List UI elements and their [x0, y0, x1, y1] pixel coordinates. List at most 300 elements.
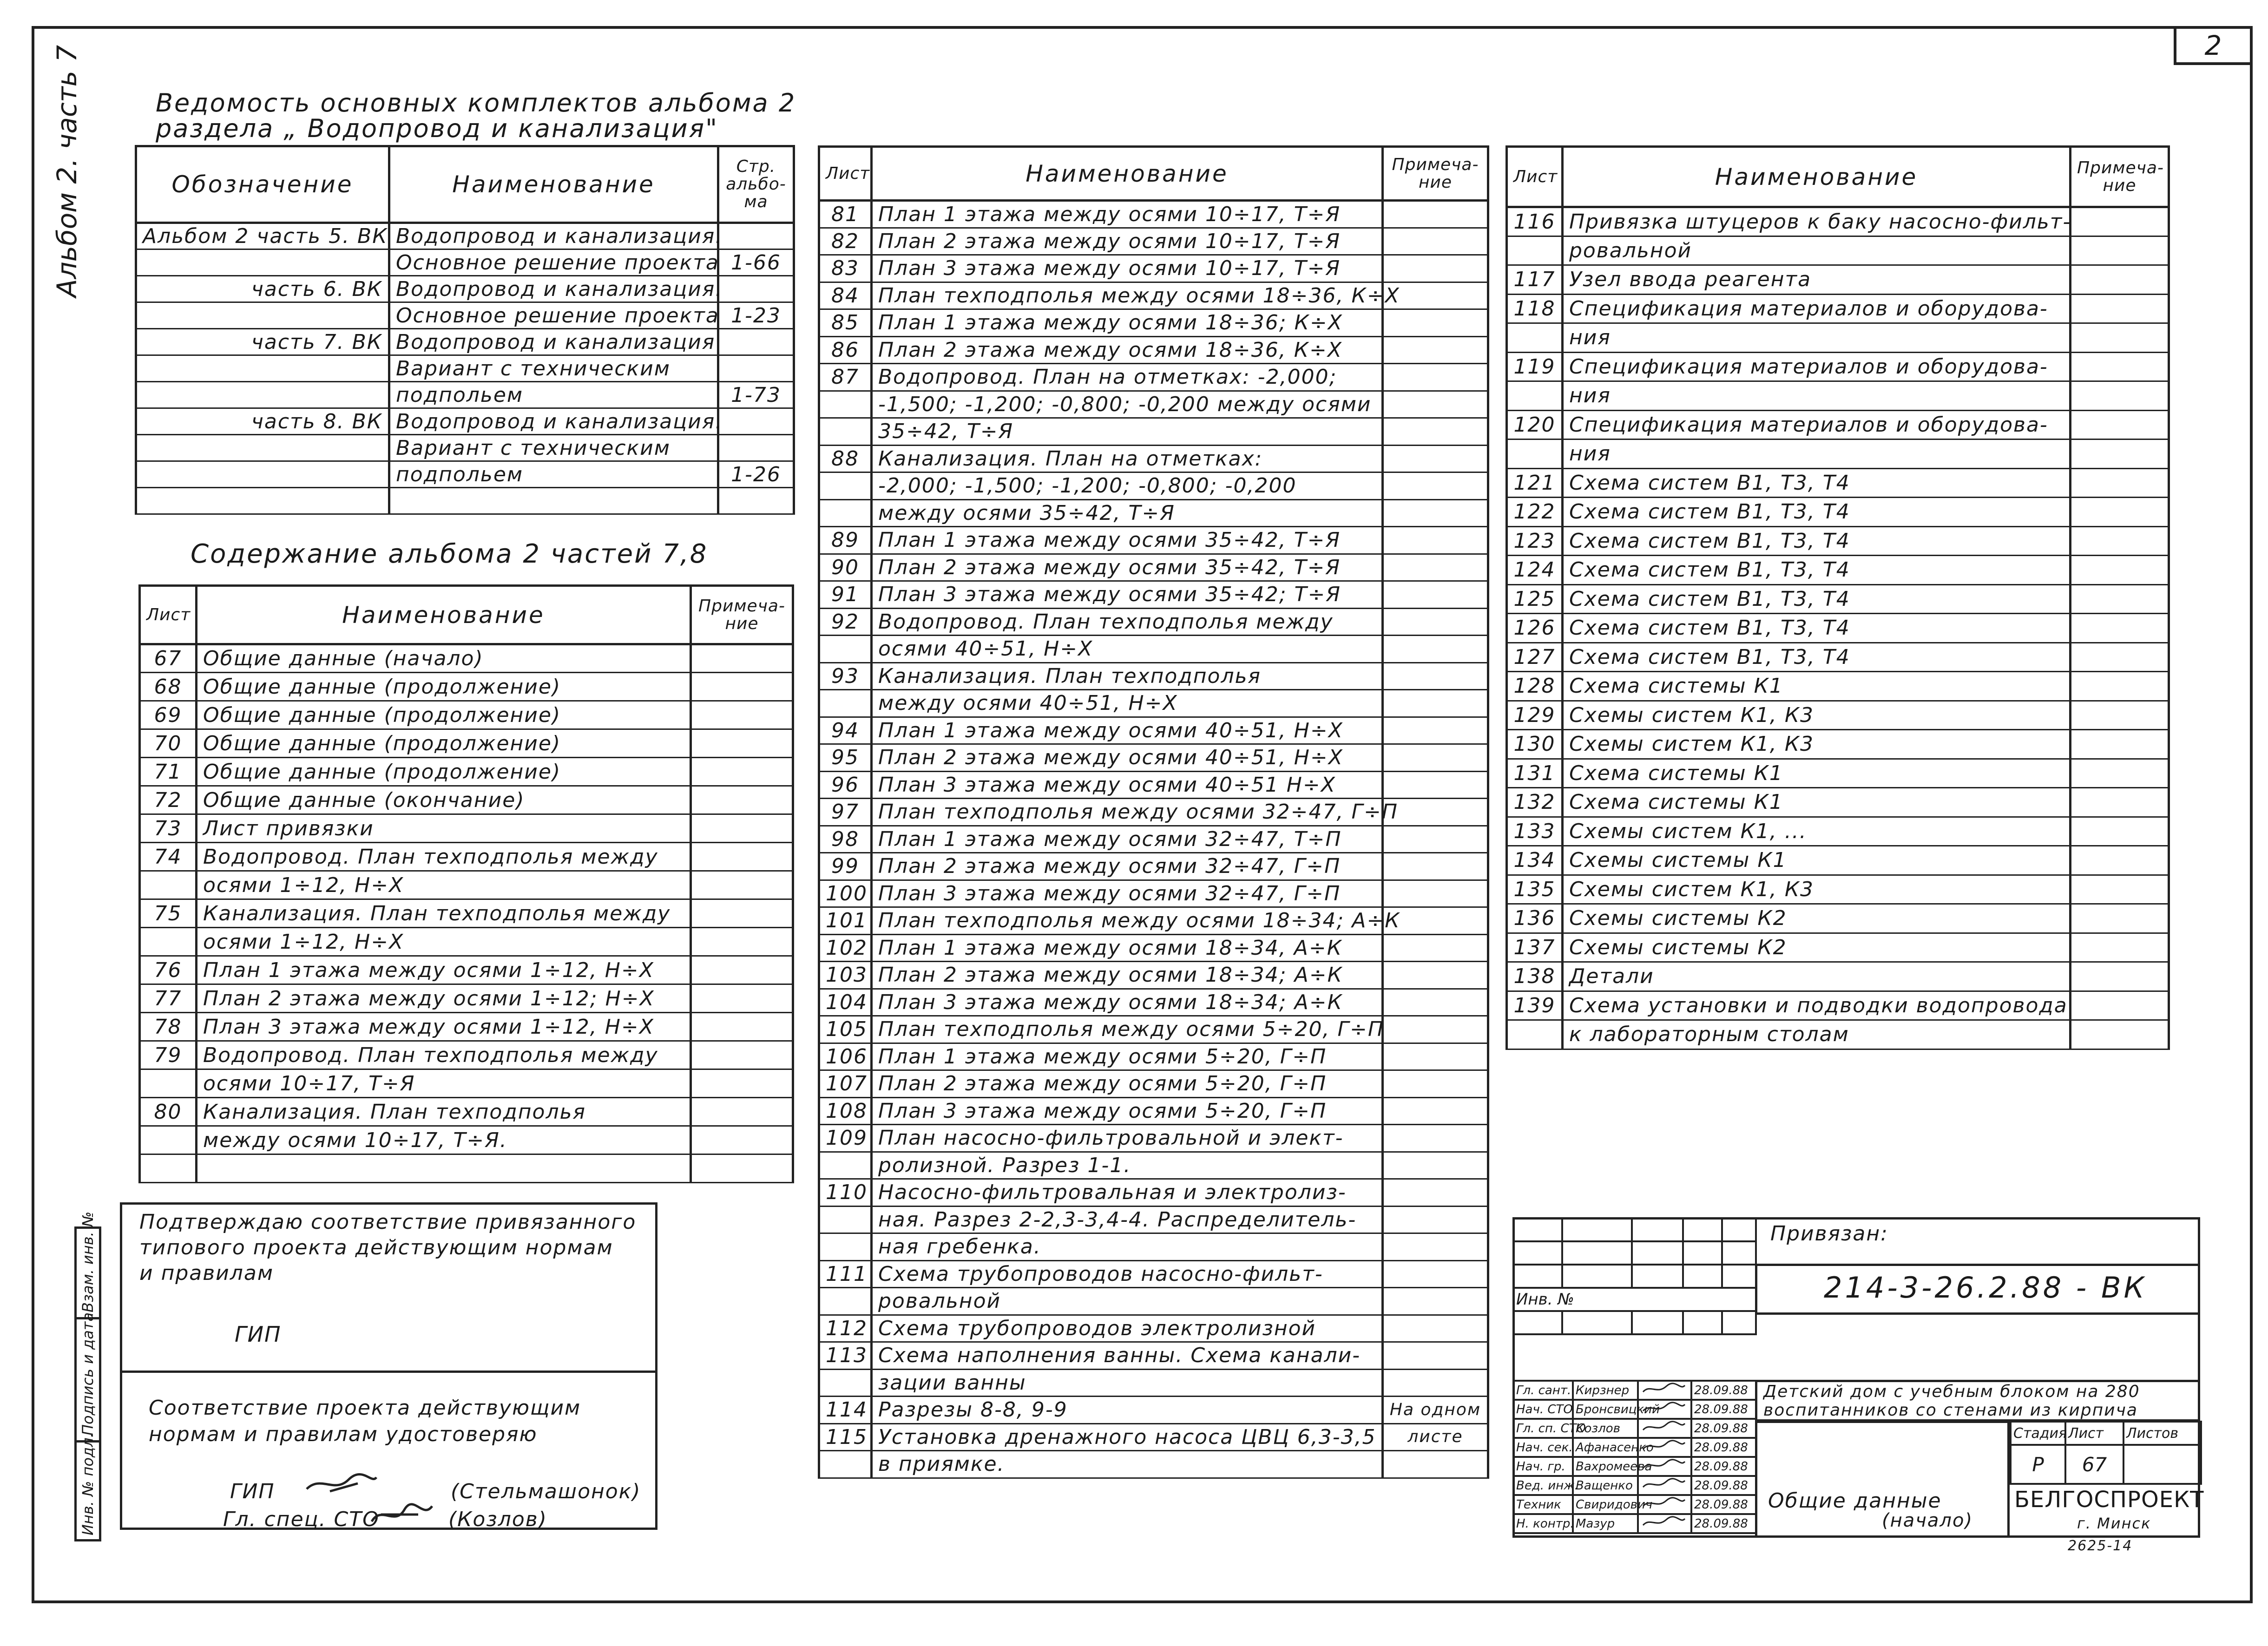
contents_2-row	[819, 391, 1488, 418]
sheet-name: План 3 этажа между осями 1÷12, Н÷Х	[197, 1013, 691, 1041]
sheet-number: 108	[819, 1097, 872, 1125]
sets-table	[135, 145, 795, 515]
sets-title-line1: Ведомость основных комплектов альбома 2	[156, 88, 796, 118]
sheet-name: Канализация. План техподполья	[872, 662, 1383, 690]
sheet-name: Схема наполнения ванны. Схема канали-	[872, 1342, 1383, 1370]
sheet-number: 105	[819, 1016, 872, 1043]
set-designation	[136, 302, 389, 329]
cert-gip: ГИП	[235, 1322, 282, 1347]
sheet-number: 114	[819, 1397, 872, 1424]
contents_2-row	[819, 282, 1488, 309]
sheet-number	[819, 1233, 872, 1261]
sheet-number: 75	[140, 899, 197, 928]
sheet-number: 130	[1507, 730, 1563, 759]
sheet-name: 35÷42, Т÷Я	[872, 418, 1383, 446]
inv-number: Инв. №	[1513, 1288, 1756, 1311]
sheet-name: Общие данные (продолжение)	[197, 758, 691, 786]
set-name: подпольем	[389, 461, 718, 488]
sheet-name: План техподполья между осями 32÷47, Г÷П	[872, 799, 1383, 826]
gip-signature	[302, 1470, 381, 1498]
contents_2-row	[819, 201, 1488, 228]
side-stamp-replace: Взам. инв. №	[79, 1211, 97, 1312]
sheet-number: 86	[819, 336, 872, 364]
contents_1-row	[140, 871, 793, 899]
contents_1-row	[140, 1013, 793, 1041]
sheet-number: 84	[819, 282, 872, 309]
sheet-name: зации ванны	[872, 1369, 1383, 1397]
sheet-number: 81	[819, 201, 872, 228]
sheet-note	[2071, 294, 2169, 323]
sheet-note	[2071, 904, 2169, 933]
sheet-note	[2071, 701, 2169, 730]
contents_3-row	[1507, 381, 2169, 411]
contents_1-row	[140, 673, 793, 701]
sheet-name: Узел ввода реагента	[1563, 265, 2071, 295]
contents_2-row	[819, 1043, 1488, 1070]
ct3-header-note: Примеча-ние	[2071, 147, 2169, 207]
sheet-number	[140, 928, 197, 956]
person-role: Гл. сп. СТО	[1513, 1419, 1573, 1438]
sheet-name: Схемы системы К2	[1563, 904, 2071, 933]
sheet-note	[691, 786, 793, 814]
sheet-name: План техподполья между осями 5÷20, Г÷П	[872, 1016, 1383, 1043]
signature-scribble	[1641, 1458, 1687, 1472]
set-designation: часть 7. ВК	[136, 329, 389, 355]
sheet-name: ровальной	[1563, 236, 2071, 265]
sheet-name: Разрезы 8-8, 9-9	[872, 1397, 1383, 1424]
sheet-note	[1383, 336, 1488, 364]
contents_2-row	[819, 962, 1488, 989]
contents_3-row	[1507, 788, 2169, 817]
sheet-note	[2071, 439, 2169, 469]
sheet-name: Лист привязки	[197, 814, 691, 843]
contents_3-row	[1507, 439, 2169, 469]
sheet-note	[2071, 846, 2169, 875]
sheet-note	[2071, 265, 2169, 295]
contents_2-row	[819, 1423, 1488, 1451]
sheet-name: Водопровод. План техподполья между	[872, 608, 1383, 636]
sheet-name: План техподполья между осями 18÷36, К÷Х	[872, 282, 1383, 309]
cert-chief-spec: Гл. спец. СТО	[223, 1508, 380, 1531]
contents_2-row	[819, 989, 1488, 1016]
person-date: 28.09.88	[1691, 1400, 1756, 1419]
set-designation	[136, 355, 389, 382]
sheet-name: План 3 этажа между осями 10÷17, Т÷Я	[872, 255, 1383, 282]
sheet-note	[2071, 643, 2169, 672]
ct3-header-name: Наименование	[1563, 147, 2071, 207]
signature-scribble	[1641, 1420, 1687, 1434]
person-name: Бронсвицкий	[1573, 1400, 1638, 1419]
sheet-note	[1383, 989, 1488, 1016]
sheet-note	[691, 928, 793, 956]
sheet-name: План 2 этажа между осями 18÷34; А÷К	[872, 962, 1383, 989]
sheet-name: План 2 этажа между осями 35÷42, Т÷Я	[872, 554, 1383, 581]
sheet-number: 73	[140, 814, 197, 843]
contents_1-row	[140, 984, 793, 1013]
set-designation	[136, 488, 389, 514]
sheet-number: 102	[819, 934, 872, 962]
contents_1-row	[140, 729, 793, 758]
signature-scribble	[1641, 1496, 1687, 1510]
contents_2-row	[819, 1016, 1488, 1043]
sheet-name: План 3 этажа между осями 5÷20, Г÷П	[872, 1097, 1383, 1125]
sheet-number: 97	[819, 799, 872, 826]
contents_2-row	[819, 1315, 1488, 1342]
ct2-header-sheet: Лист	[819, 147, 872, 201]
contents_1-row	[140, 644, 793, 673]
sheet-name: План 2 этажа между осями 5÷20, Г÷П	[872, 1070, 1383, 1098]
sheet-name: Схема систем В1, Т3, Т4	[1563, 643, 2071, 672]
sheet-note	[1383, 799, 1488, 826]
contents_2-row	[819, 662, 1488, 690]
sheet-name: План 2 этажа между осями 40÷51, Н÷Х	[872, 744, 1383, 772]
sheet-name: между осями 40÷51, Н÷Х	[872, 690, 1383, 717]
sheet-name: Привязка штуцеров к баку насосно-фильт-	[1563, 207, 2071, 236]
sheet-number: 118	[1507, 294, 1563, 323]
sheet-name: -1,500; -1,200; -0,800; -0,200 между осями	[872, 391, 1383, 418]
contents_3-row	[1507, 584, 2169, 614]
format-code: 2625-14	[2068, 1538, 2133, 1554]
signature-row	[1513, 1457, 1756, 1476]
sheet-note	[1383, 391, 1488, 418]
sheet-note	[1383, 364, 1488, 391]
contents_1-row	[140, 899, 793, 928]
person-role: Техник	[1513, 1495, 1573, 1514]
sheet-number: 110	[819, 1179, 872, 1207]
contents_3-row	[1507, 875, 2169, 904]
contents-table-3	[1505, 145, 2170, 1050]
set-designation: часть 6. ВК	[136, 276, 389, 302]
sheet-number	[1507, 381, 1563, 411]
sheet-name: Схемы систем К1, К3	[1563, 875, 2071, 904]
set-designation	[136, 435, 389, 461]
sheet-name: Схема систем В1, Т3, Т4	[1563, 584, 2071, 614]
contents_1-row	[140, 701, 793, 729]
sheet-number: 122	[1507, 498, 1563, 527]
contents_3-row	[1507, 265, 2169, 295]
person-date: 28.09.88	[1691, 1419, 1756, 1438]
sheet-name: Схема систем В1, Т3, Т4	[1563, 526, 2071, 556]
sheet-name: Детали	[1563, 962, 2071, 991]
sheet-note	[691, 814, 793, 843]
sheet-note	[1383, 1315, 1488, 1342]
set-pages	[718, 435, 794, 461]
contents_2-row	[819, 1125, 1488, 1152]
contents_2-row	[819, 717, 1488, 744]
sets-header-name: Наименование	[389, 146, 718, 223]
contents_2-row	[819, 1397, 1488, 1424]
sheet-note	[2071, 672, 2169, 701]
contents_2-row	[819, 608, 1488, 636]
sheet-name: Общие данные (начало)	[197, 644, 691, 673]
sheet-name: План 3 этажа между осями 35÷42; Т÷Я	[872, 581, 1383, 609]
person-date: 28.09.88	[1691, 1438, 1756, 1457]
sheet-note	[2071, 381, 2169, 411]
sheet-name: Схема систем В1, Т3, Т4	[1563, 498, 2071, 527]
person-date: 28.09.88	[1691, 1476, 1756, 1495]
sets-row	[136, 461, 794, 488]
sheet-note	[1383, 717, 1488, 744]
sheet-note	[2071, 526, 2169, 556]
sheet-note	[1383, 309, 1488, 337]
sheet-name: Схема системы К1	[1563, 672, 2071, 701]
set-name: Водопровод и канализация.	[389, 408, 718, 435]
sheet-number	[819, 472, 872, 500]
set-pages: 1-66	[718, 249, 794, 276]
sheet-name: Общие данные (продолжение)	[197, 673, 691, 701]
signatures-table	[1512, 1380, 1757, 1534]
sheet-number: 78	[140, 1013, 197, 1041]
sheet-number: 124	[1507, 556, 1563, 585]
sheet-name: ная. Разрез 2-2,3-3,4-4. Распределитель-	[872, 1206, 1383, 1233]
set-name: Водопровод и канализация	[389, 329, 718, 355]
sheet-note	[1383, 418, 1488, 446]
contents_2-row	[819, 364, 1488, 391]
sheet-note	[1383, 1288, 1488, 1315]
contents_3-row	[1507, 556, 2169, 585]
sheet-note	[1383, 1179, 1488, 1207]
sheet-note	[2071, 875, 2169, 904]
contents_2-row	[819, 554, 1488, 581]
sheet-note	[1383, 527, 1488, 554]
sheet-number: 121	[1507, 468, 1563, 498]
sheet-note	[1383, 1152, 1488, 1179]
sheet-number: 96	[819, 771, 872, 799]
person-date: 28.09.88	[1691, 1495, 1756, 1514]
sheet-name: Схема трубопроводов насосно-фильт-	[872, 1260, 1383, 1288]
sheet-number: 72	[140, 786, 197, 814]
org-name: БЕЛГОСПРОЕКТ	[2014, 1487, 2204, 1513]
sets-title-line2: раздела „ Водопровод и канализация"	[156, 114, 718, 143]
certification-divider	[120, 1371, 657, 1373]
sheet-number	[819, 1152, 872, 1179]
sheet-name: Схема систем В1, Т3, Т4	[1563, 468, 2071, 498]
sheet-name: План 1 этажа между осями 1÷12, Н÷Х	[197, 956, 691, 984]
cert-chief-spec-name: (Козлов)	[448, 1508, 547, 1531]
contents-table-1	[138, 584, 794, 1183]
sheet-number: 92	[819, 608, 872, 636]
contents_3-row	[1507, 614, 2169, 643]
sets-row	[136, 249, 794, 276]
sheet-note	[2071, 730, 2169, 759]
sheet-note	[691, 1098, 793, 1126]
signature-scribble	[1641, 1477, 1687, 1491]
sheet-number: 79	[140, 1041, 197, 1069]
sheet-number: 131	[1507, 759, 1563, 788]
contents_2-row	[819, 581, 1488, 609]
person-signature	[1638, 1514, 1691, 1533]
sheet-name: План 2 этажа между осями 10÷17, Т÷Я	[872, 228, 1383, 255]
contents_2-row	[819, 1206, 1488, 1233]
sheet-name: Насосно-фильтровальная и электролиз-	[872, 1179, 1383, 1207]
sheet-note	[1383, 228, 1488, 255]
sheet-name: Схемы систем К1, К3	[1563, 701, 2071, 730]
sheet-name: -2,000; -1,500; -1,200; -0,800; -0,200	[872, 472, 1383, 500]
sheet-number: 120	[1507, 410, 1563, 439]
sheet-note	[691, 1154, 793, 1183]
sheet-number: 119	[1507, 352, 1563, 381]
person-signature	[1638, 1495, 1691, 1514]
sheet-note	[1383, 826, 1488, 853]
sheet-name: между осями 35÷42, Т÷Я	[872, 499, 1383, 527]
sheet-title-2: (начало)	[1882, 1510, 1973, 1531]
sheet-note	[1383, 554, 1488, 581]
sheet-note	[1383, 472, 1488, 500]
person-name: Свиридович	[1573, 1495, 1638, 1514]
sheet-note	[691, 843, 793, 871]
sheet-number: 127	[1507, 643, 1563, 672]
set-pages: 1-26	[718, 461, 794, 488]
sheet-note	[1383, 880, 1488, 907]
person-signature	[1638, 1419, 1691, 1438]
sheet-number: 104	[819, 989, 872, 1016]
sheet-note	[691, 1013, 793, 1041]
contents_1-row	[140, 1069, 793, 1098]
sheet-note	[2071, 759, 2169, 788]
sheet-value: 67	[2065, 1445, 2123, 1484]
sheet-number: 123	[1507, 526, 1563, 556]
sheet-name: Схема систем В1, Т3, Т4	[1563, 556, 2071, 585]
contents_2-row	[819, 826, 1488, 853]
sheet-name: ная гребенка.	[872, 1233, 1383, 1261]
sheet-name: План 1 этажа между осями 32÷47, Т÷П	[872, 826, 1383, 853]
signature-row	[1513, 1438, 1756, 1457]
sheet-number: 137	[1507, 933, 1563, 962]
contents_3-row	[1507, 1020, 2169, 1049]
contents_2-row	[819, 1070, 1488, 1098]
contents_2-row	[819, 799, 1488, 826]
sheet-note	[1383, 1070, 1488, 1098]
person-name: Козлов	[1573, 1419, 1638, 1438]
sheet-note	[1383, 1097, 1488, 1125]
stage-label: Стадия	[2011, 1422, 2065, 1445]
sheet-number: 107	[819, 1070, 872, 1098]
sheet-name: Общие данные (продолжение)	[197, 729, 691, 758]
sheet-note	[2071, 991, 2169, 1020]
ct3-header-sheet: Лист	[1507, 147, 1563, 207]
sheet-note	[2071, 410, 2169, 439]
title-block-top-grid	[1512, 1217, 1757, 1335]
sheet-number	[819, 1369, 872, 1397]
sheet-note	[1383, 1016, 1488, 1043]
person-signature	[1638, 1457, 1691, 1476]
person-role: Нач. СТО	[1513, 1400, 1573, 1419]
contents_3-row	[1507, 759, 2169, 788]
sheet-number: 113	[819, 1342, 872, 1370]
sheet-note	[691, 956, 793, 984]
sheet-name: Схемы систем К1, К3	[1563, 730, 2071, 759]
sheet-title-1: Общие данные	[1768, 1489, 1942, 1513]
sheet-number	[819, 418, 872, 446]
sheet-note	[1383, 662, 1488, 690]
contents_2-row	[819, 934, 1488, 962]
signature-row	[1513, 1514, 1756, 1533]
contents_3-row	[1507, 498, 2169, 527]
contents_3-row	[1507, 294, 2169, 323]
sheet-note	[2071, 614, 2169, 643]
contents_3-row	[1507, 643, 2169, 672]
person-date: 28.09.88	[1691, 1514, 1756, 1533]
sheet-number: 74	[140, 843, 197, 871]
set-pages	[718, 276, 794, 302]
sheet-note	[691, 1069, 793, 1098]
sheet-number: 89	[819, 527, 872, 554]
person-role: Нач. гр.	[1513, 1457, 1573, 1476]
sheet-note	[2071, 207, 2169, 236]
sheet-name: в приямке.	[872, 1451, 1383, 1478]
contents-table-2	[818, 145, 1489, 1479]
sheet-note	[1383, 1342, 1488, 1370]
sheet-name: Общие данные (продолжение)	[197, 701, 691, 729]
contents_2-row	[819, 309, 1488, 337]
sheets-label: Листов	[2123, 1422, 2201, 1445]
ct2-header-name: Наименование	[872, 147, 1383, 201]
sheet-name: Водопровод. План техподполья между	[197, 1041, 691, 1069]
sheet-note	[1383, 1451, 1488, 1478]
sheet-note	[691, 871, 793, 899]
signature-scribble	[1641, 1439, 1687, 1453]
sheet-number: 95	[819, 744, 872, 772]
sheet-name: План 3 этажа между осями 18÷34; А÷К	[872, 989, 1383, 1016]
ct1-header-sheet: Лист	[140, 586, 197, 644]
sheet-number: 91	[819, 581, 872, 609]
set-designation	[136, 382, 389, 408]
sheet-note	[1383, 1125, 1488, 1152]
contents_2-row	[819, 418, 1488, 446]
signature-row	[1513, 1476, 1756, 1495]
set-pages	[718, 329, 794, 355]
sheet-name: План 3 этажа между осями 32÷47, Г÷П	[872, 880, 1383, 907]
sheet-name: осями 40÷51, Н÷Х	[872, 636, 1383, 663]
signature-row	[1513, 1495, 1756, 1514]
sheet-name: Канализация. План техподполья между	[197, 899, 691, 928]
contents_2-row	[819, 771, 1488, 799]
signature-row	[1513, 1419, 1756, 1438]
contents_3-row	[1507, 701, 2169, 730]
sheet-number	[1507, 323, 1563, 353]
contents_2-row	[819, 1152, 1488, 1179]
sheet-note	[691, 729, 793, 758]
contents_3-row	[1507, 991, 2169, 1020]
sheet-note: листе	[1383, 1423, 1488, 1451]
sheet-name: ровальной	[872, 1288, 1383, 1315]
person-signature	[1638, 1400, 1691, 1419]
contents_2-row	[819, 636, 1488, 663]
sheet-number: 87	[819, 364, 872, 391]
sheet-name: Канализация. План техподполья	[197, 1098, 691, 1126]
person-role: Нач. сек.	[1513, 1438, 1573, 1457]
contents-title: Содержание альбома 2 частей 7,8	[191, 539, 708, 569]
sets-row	[136, 382, 794, 408]
sheet-note	[1383, 255, 1488, 282]
contents_2-row	[819, 1342, 1488, 1370]
sheet-number: 125	[1507, 584, 1563, 614]
sheet-number: 77	[140, 984, 197, 1013]
set-designation: Альбом 2 часть 5. ВК	[136, 223, 389, 249]
cert-text-5: нормам и правилам удостоверяю	[149, 1423, 538, 1446]
sheet-name: Спецификация материалов и оборудова-	[1563, 410, 2071, 439]
contents_2-row	[819, 445, 1488, 472]
sheet-number	[819, 391, 872, 418]
cert-text-1: Подтверждаю соответствие привязанного	[139, 1210, 637, 1234]
sets-row	[136, 355, 794, 382]
set-name: Основное решение проекта	[389, 249, 718, 276]
sheet-number: 82	[819, 228, 872, 255]
sheet-name: Схемы систем К1, ...	[1563, 817, 2071, 846]
set-name: Вариант с техническим	[389, 355, 718, 382]
contents_3-row	[1507, 730, 2169, 759]
sheet-name: Канализация. План на отметках:	[872, 445, 1383, 472]
